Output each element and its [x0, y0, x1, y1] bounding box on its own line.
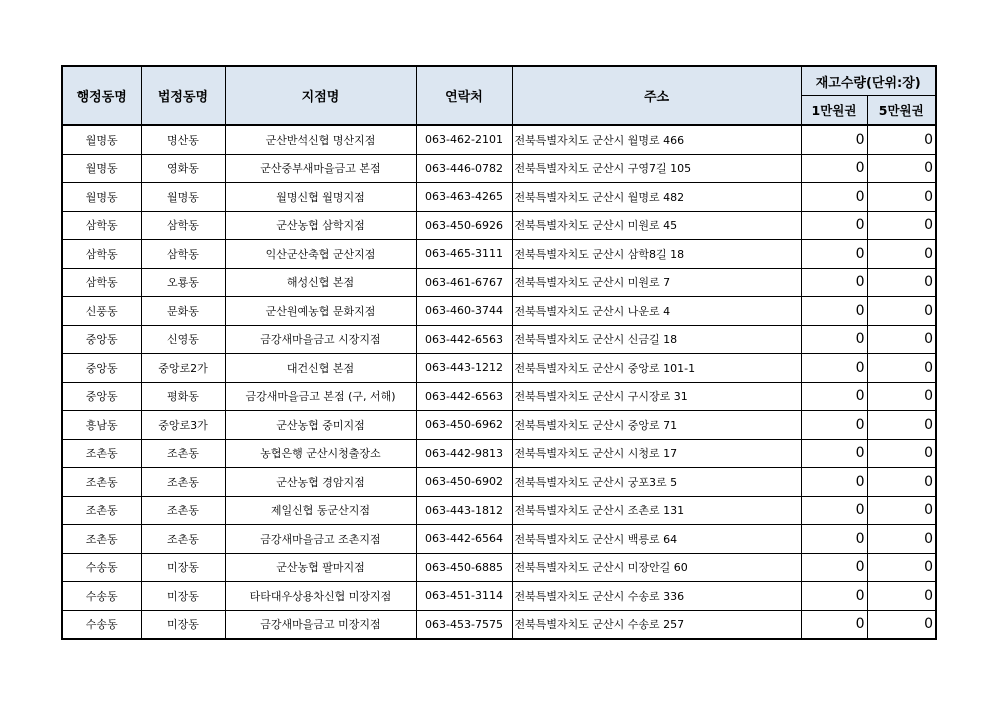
cell-address: 전북특별자치도 군산시 미원로 7	[512, 268, 801, 297]
cell-contact: 063-443-1812	[416, 496, 512, 525]
cell-stock-10k: 0	[801, 439, 867, 468]
cell-stock-50k: 0	[867, 553, 936, 582]
cell-branch-name: 금강새마을금고 본점 (구, 서해)	[225, 382, 416, 411]
cell-admin-dong: 월명동	[62, 154, 141, 183]
cell-admin-dong: 삼학동	[62, 268, 141, 297]
cell-contact: 063-463-4265	[416, 183, 512, 212]
cell-address: 전북특별자치도 군산시 미장안길 60	[512, 553, 801, 582]
cell-branch-name: 군산반석신협 명산지점	[225, 125, 416, 154]
cell-stock-10k: 0	[801, 154, 867, 183]
cell-contact: 063-442-9813	[416, 439, 512, 468]
cell-legal-dong: 조촌동	[141, 468, 225, 497]
header-stock-50k: 5만원권	[867, 96, 936, 126]
cell-admin-dong: 삼학동	[62, 240, 141, 269]
cell-branch-name: 금강새마을금고 조촌지점	[225, 525, 416, 554]
cell-admin-dong: 월명동	[62, 125, 141, 154]
cell-admin-dong: 월명동	[62, 183, 141, 212]
cell-legal-dong: 삼학동	[141, 211, 225, 240]
table-row	[62, 154, 936, 183]
cell-branch-name: 농협은행 군산시청출장소	[225, 439, 416, 468]
cell-contact: 063-450-6926	[416, 211, 512, 240]
cell-branch-name: 군산농협 팔마지점	[225, 553, 416, 582]
cell-address: 전북특별자치도 군산시 시청로 17	[512, 439, 801, 468]
cell-stock-50k: 0	[867, 154, 936, 183]
cell-address: 전북특별자치도 군산시 중앙로 101-1	[512, 354, 801, 383]
cell-address: 전북특별자치도 군산시 나운로 4	[512, 297, 801, 326]
cell-stock-10k: 0	[801, 325, 867, 354]
cell-admin-dong: 수송동	[62, 582, 141, 611]
cell-contact: 063-465-3111	[416, 240, 512, 269]
cell-stock-10k: 0	[801, 610, 867, 639]
table-row	[62, 240, 936, 269]
table-row	[62, 610, 936, 639]
cell-legal-dong: 명산동	[141, 125, 225, 154]
cell-contact: 063-450-6902	[416, 468, 512, 497]
cell-stock-10k: 0	[801, 211, 867, 240]
table-row	[62, 411, 936, 440]
cell-stock-50k: 0	[867, 240, 936, 269]
cell-stock-10k: 0	[801, 411, 867, 440]
cell-branch-name: 군산중부새마을금고 본점	[225, 154, 416, 183]
cell-branch-name: 익산군산축협 군산지점	[225, 240, 416, 269]
cell-stock-50k: 0	[867, 183, 936, 212]
table-row	[62, 211, 936, 240]
cell-admin-dong: 조촌동	[62, 525, 141, 554]
table-row	[62, 268, 936, 297]
cell-address: 전북특별자치도 군산시 백릉로 64	[512, 525, 801, 554]
cell-contact: 063-460-3744	[416, 297, 512, 326]
cell-stock-10k: 0	[801, 382, 867, 411]
cell-legal-dong: 조촌동	[141, 525, 225, 554]
table-row	[62, 553, 936, 582]
cell-address: 전북특별자치도 군산시 삼학8길 18	[512, 240, 801, 269]
cell-admin-dong: 흥남동	[62, 411, 141, 440]
cell-stock-10k: 0	[801, 268, 867, 297]
cell-stock-10k: 0	[801, 553, 867, 582]
cell-branch-name: 대건신협 본점	[225, 354, 416, 383]
cell-admin-dong: 중앙동	[62, 354, 141, 383]
table-row	[62, 439, 936, 468]
cell-branch-name: 군산농협 중미지점	[225, 411, 416, 440]
cell-admin-dong: 수송동	[62, 610, 141, 639]
cell-legal-dong: 미장동	[141, 553, 225, 582]
header-admin-dong: 행정동명	[62, 66, 141, 125]
cell-contact: 063-453-7575	[416, 610, 512, 639]
cell-legal-dong: 삼학동	[141, 240, 225, 269]
cell-contact: 063-461-6767	[416, 268, 512, 297]
cell-stock-50k: 0	[867, 125, 936, 154]
table-row	[62, 125, 936, 154]
cell-legal-dong: 조촌동	[141, 439, 225, 468]
cell-contact: 063-451-3114	[416, 582, 512, 611]
cell-admin-dong: 조촌동	[62, 439, 141, 468]
cell-stock-50k: 0	[867, 354, 936, 383]
cell-address: 전북특별자치도 군산시 구시장로 31	[512, 382, 801, 411]
cell-contact: 063-442-6564	[416, 525, 512, 554]
cell-stock-50k: 0	[867, 496, 936, 525]
table-body	[62, 125, 936, 639]
header-stock-quantity: 재고수량(단위:장)	[801, 66, 936, 96]
cell-contact: 063-442-6563	[416, 382, 512, 411]
cell-branch-name: 타타대우상용차신협 미장지점	[225, 582, 416, 611]
header-branch-name: 지점명	[225, 66, 416, 125]
table-row	[62, 382, 936, 411]
cell-branch-name: 금강새마을금고 시장지점	[225, 325, 416, 354]
cell-contact: 063-443-1212	[416, 354, 512, 383]
cell-stock-10k: 0	[801, 582, 867, 611]
table-row	[62, 183, 936, 212]
cell-legal-dong: 오룡동	[141, 268, 225, 297]
cell-stock-50k: 0	[867, 525, 936, 554]
cell-admin-dong: 수송동	[62, 553, 141, 582]
table-row	[62, 496, 936, 525]
cell-legal-dong: 미장동	[141, 582, 225, 611]
table-row	[62, 468, 936, 497]
cell-contact: 063-450-6885	[416, 553, 512, 582]
cell-address: 전북특별자치도 군산시 미원로 45	[512, 211, 801, 240]
cell-stock-10k: 0	[801, 183, 867, 212]
cell-stock-50k: 0	[867, 297, 936, 326]
cell-admin-dong: 중앙동	[62, 382, 141, 411]
cell-stock-50k: 0	[867, 468, 936, 497]
cell-legal-dong: 문화동	[141, 297, 225, 326]
cell-stock-50k: 0	[867, 325, 936, 354]
cell-branch-name: 해성신협 본점	[225, 268, 416, 297]
table-row	[62, 325, 936, 354]
cell-legal-dong: 미장동	[141, 610, 225, 639]
cell-contact: 063-446-0782	[416, 154, 512, 183]
header-address: 주소	[512, 66, 801, 125]
cell-address: 전북특별자치도 군산시 구영7길 105	[512, 154, 801, 183]
cell-admin-dong: 조촌동	[62, 496, 141, 525]
cell-stock-10k: 0	[801, 496, 867, 525]
cell-stock-10k: 0	[801, 468, 867, 497]
cell-contact: 063-442-6563	[416, 325, 512, 354]
table-row	[62, 354, 936, 383]
cell-legal-dong: 신영동	[141, 325, 225, 354]
cell-stock-50k: 0	[867, 211, 936, 240]
cell-stock-10k: 0	[801, 240, 867, 269]
table-header	[62, 66, 936, 125]
header-stock-10k: 1만원권	[801, 96, 867, 126]
cell-stock-50k: 0	[867, 610, 936, 639]
cell-address: 전북특별자치도 군산시 중앙로 71	[512, 411, 801, 440]
cell-admin-dong: 중앙동	[62, 325, 141, 354]
cell-legal-dong: 중앙로2가	[141, 354, 225, 383]
table-row	[62, 297, 936, 326]
cell-stock-50k: 0	[867, 582, 936, 611]
cell-stock-50k: 0	[867, 411, 936, 440]
cell-branch-name: 군산농협 삼학지점	[225, 211, 416, 240]
cell-contact: 063-450-6962	[416, 411, 512, 440]
cell-branch-name: 군산원예농협 문화지점	[225, 297, 416, 326]
cell-legal-dong: 평화동	[141, 382, 225, 411]
cell-contact: 063-462-2101	[416, 125, 512, 154]
header-legal-dong: 법정동명	[141, 66, 225, 125]
cell-stock-50k: 0	[867, 268, 936, 297]
cell-stock-10k: 0	[801, 354, 867, 383]
header-contact: 연락처	[416, 66, 512, 125]
cell-branch-name: 월명신협 월명지점	[225, 183, 416, 212]
branch-stock-table	[61, 65, 937, 640]
cell-stock-10k: 0	[801, 525, 867, 554]
cell-stock-50k: 0	[867, 439, 936, 468]
cell-address: 전북특별자치도 군산시 수송로 257	[512, 610, 801, 639]
cell-address: 전북특별자치도 군산시 조촌로 131	[512, 496, 801, 525]
cell-branch-name: 군산농협 경암지점	[225, 468, 416, 497]
cell-address: 전북특별자치도 군산시 궁포3로 5	[512, 468, 801, 497]
cell-stock-10k: 0	[801, 125, 867, 154]
cell-stock-50k: 0	[867, 382, 936, 411]
cell-legal-dong: 월명동	[141, 183, 225, 212]
cell-branch-name: 제일신협 동군산지점	[225, 496, 416, 525]
cell-address: 전북특별자치도 군산시 신금길 18	[512, 325, 801, 354]
cell-address: 전북특별자치도 군산시 월명로 466	[512, 125, 801, 154]
cell-address: 전북특별자치도 군산시 수송로 336	[512, 582, 801, 611]
cell-address: 전북특별자치도 군산시 월명로 482	[512, 183, 801, 212]
table-row	[62, 582, 936, 611]
cell-branch-name: 금강새마을금고 미장지점	[225, 610, 416, 639]
cell-admin-dong: 조촌동	[62, 468, 141, 497]
cell-legal-dong: 중앙로3가	[141, 411, 225, 440]
cell-stock-10k: 0	[801, 297, 867, 326]
cell-admin-dong: 삼학동	[62, 211, 141, 240]
cell-legal-dong: 영화동	[141, 154, 225, 183]
cell-legal-dong: 조촌동	[141, 496, 225, 525]
table-row	[62, 525, 936, 554]
cell-admin-dong: 신풍동	[62, 297, 141, 326]
